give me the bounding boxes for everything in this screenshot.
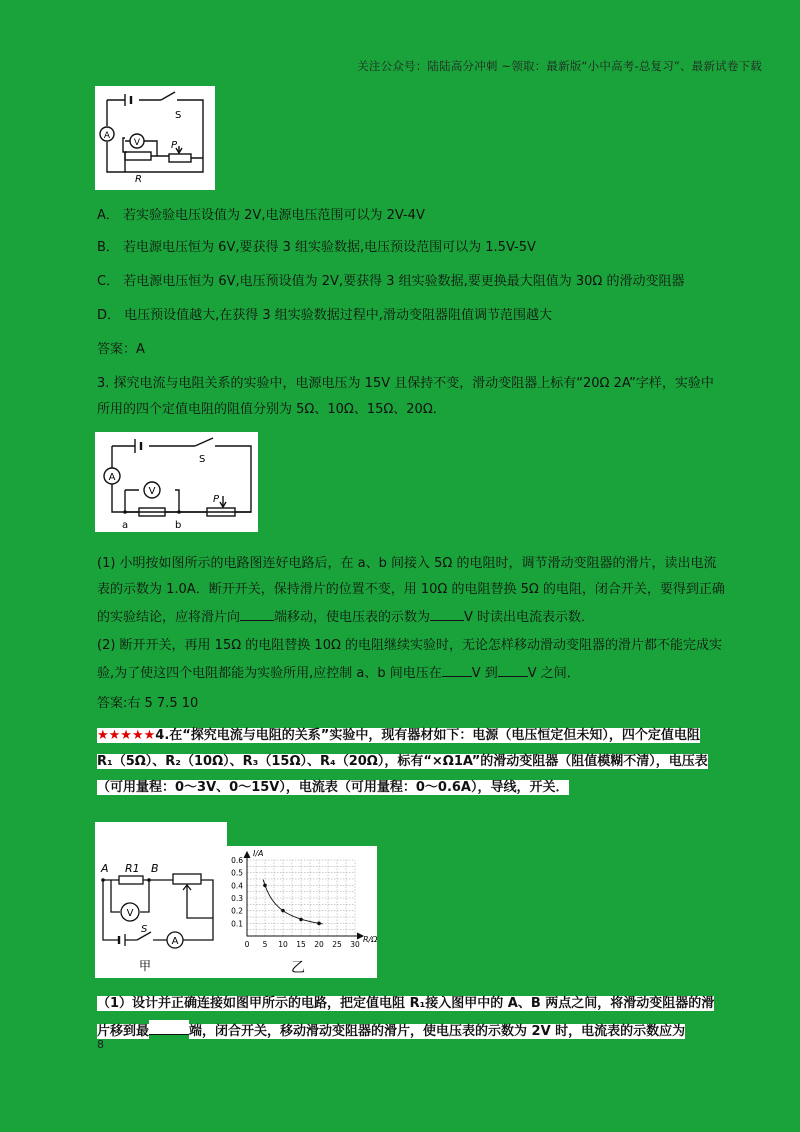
- q4-line-2: R₁（5Ω）、R₂（10Ω）、R₃（15Ω）、R₄（20Ω），标有“×Ω1A”的滑动变阻器（阻值模糊不清），电压表: [97, 754, 708, 769]
- data-point: [299, 918, 303, 922]
- x-tick-label: 5: [262, 940, 268, 949]
- data-point: [281, 909, 285, 913]
- data-point: [263, 884, 267, 888]
- circuit-figure-2: [95, 432, 258, 532]
- y-tick-label: 0.6: [231, 856, 243, 865]
- y-tick-label: 0.3: [231, 894, 243, 903]
- x-tick-label: 0: [244, 940, 250, 949]
- x-tick-label: 15: [296, 940, 306, 949]
- slider-label: P: [171, 140, 178, 151]
- answer-blank: [498, 662, 528, 677]
- point-a-label: a: [122, 520, 129, 531]
- x-tick-label: 20: [314, 940, 324, 949]
- y-tick-label: 0.2: [231, 906, 243, 916]
- resistor-label: R: [135, 174, 142, 185]
- q2-answer: 答案：A: [97, 342, 145, 357]
- point-b-label: B: [151, 862, 159, 875]
- q3-answer: 答案:右 5 7.5 10: [97, 696, 199, 711]
- switch-label: S: [175, 110, 182, 121]
- y-tick-label: 0.5: [231, 868, 243, 878]
- page-number: 8: [97, 1038, 104, 1051]
- data-point: [317, 922, 321, 926]
- voltmeter-label: V: [148, 486, 156, 497]
- q4-part1-line-1: （1）设计并正确连接如图甲所示的电路，把定值电阻 R₁接入图甲中的 A、B 两点之间，将滑动变阻器的滑: [97, 996, 715, 1011]
- q4-line-1: ★★★★★4.在“探究电流与电阻的关系”实验中，现有器材如下：电源（电压恒定但未知），四个定值电阻: [97, 728, 700, 743]
- q3-part1-line-2: 表的示数为 1.0A．断开开关，保持滑片的位置不变，用 10Ω 的电阻替换 5Ω 的电阻，闭合开关，要得到正确: [97, 582, 725, 597]
- voltmeter-label: V: [126, 908, 134, 919]
- x-tick-label: 10: [278, 940, 288, 949]
- q3-part2-line-1: (2) 断开开关，再用 15Ω 的电阻替换 10Ω 的电阻继续实验时，无论怎样移动滑动变阻器的滑片都不能完成实: [97, 638, 723, 653]
- circuit-figure-1: [95, 86, 215, 190]
- voltmeter-label: V: [133, 138, 141, 148]
- point-a-label: A: [101, 862, 109, 875]
- ammeter-label: A: [171, 936, 179, 947]
- figure-caption-yi: 乙: [291, 960, 305, 976]
- answer-blank: [149, 1020, 189, 1035]
- answer-blank: [442, 662, 472, 677]
- slider-label: P: [213, 494, 220, 505]
- q3-part1-line-3: 的实验结论，应将滑片向 端移动，使电压表的示数为 V 时读出电流表示数．: [97, 606, 594, 628]
- page-header: 关注公众号：陆陆高分冲刺 ~领取：最新版“小中高考-总复习”、最新试卷下载: [357, 59, 762, 73]
- x-tick-label: 30: [350, 940, 360, 949]
- figure-caption-jia: 甲: [139, 959, 152, 973]
- circuit-figure-jia: [95, 822, 227, 978]
- q2-option-a: A． 若实验验电压设值为 2V,电源电压范围可以为 2V-4V: [97, 208, 425, 223]
- point-b-label: b: [175, 520, 182, 531]
- q4-part1-line-2: 片移到最 端，闭合开关，移动滑动变阻器的滑片，使电压表的示数为 2V 时，电流表的示数应为: [97, 1020, 685, 1042]
- answer-blank: [430, 606, 464, 621]
- y-axis-label: I/A: [253, 849, 264, 858]
- resistor-r1-label: R1: [125, 862, 140, 875]
- ammeter-label: A: [103, 131, 111, 141]
- x-tick-label: 25: [332, 940, 342, 949]
- q3-part2-line-2: 验,为了使这四个电阻都能为实验所用,应控制 a、b 间电压在 V 到 V 之间．: [97, 662, 580, 684]
- y-tick-label: 0.1: [231, 919, 243, 929]
- switch-label: S: [141, 924, 148, 935]
- y-tick-label: 0.4: [231, 881, 243, 891]
- difficulty-stars: ★★★★★: [97, 728, 156, 743]
- graph-figure-yi: [227, 846, 377, 978]
- q2-option-b: B． 若电源电压恒为 6V,要获得 3 组实验数据,电压预设范围可以为 1.5V-5V: [97, 240, 536, 255]
- i-r-curve: [263, 880, 322, 924]
- q3-stem-line-2: 所用的四个定值电阻的阻值分别为 5Ω、10Ω、15Ω、20Ω．: [97, 402, 446, 417]
- ammeter-label: A: [108, 472, 116, 483]
- q4-line-3: （可用量程：0～3V、0～15V），电流表（可用量程：0～0.6A），导线，开关．: [97, 780, 569, 795]
- q2-option-d: D． 电压预设值越大,在获得 3 组实验数据过程中,滑动变阻器阻值调节范围越大: [97, 308, 552, 323]
- q3-stem-line-1: 3. 探究电流与电阻关系的实验中，电源电压为 15V 且保持不变，滑动变阻器上标有“20Ω 2A”字样，实验中: [97, 376, 714, 391]
- switch-label: S: [199, 454, 206, 465]
- q3-part1-line-1: (1) 小明按如图所示的电路图连好电路后，在 a、b 间接入 5Ω 的电阻时，调节滑动变阻器的滑片，读出电流: [97, 556, 717, 571]
- x-axis-label: R/Ω: [363, 935, 377, 944]
- q2-option-c: C． 若电源电压恒为 6V,电压预设值为 2V,要获得 3 组实验数据,要更换最大阻值为 30Ω 的滑动变阻器: [97, 274, 685, 289]
- answer-blank: [240, 606, 274, 621]
